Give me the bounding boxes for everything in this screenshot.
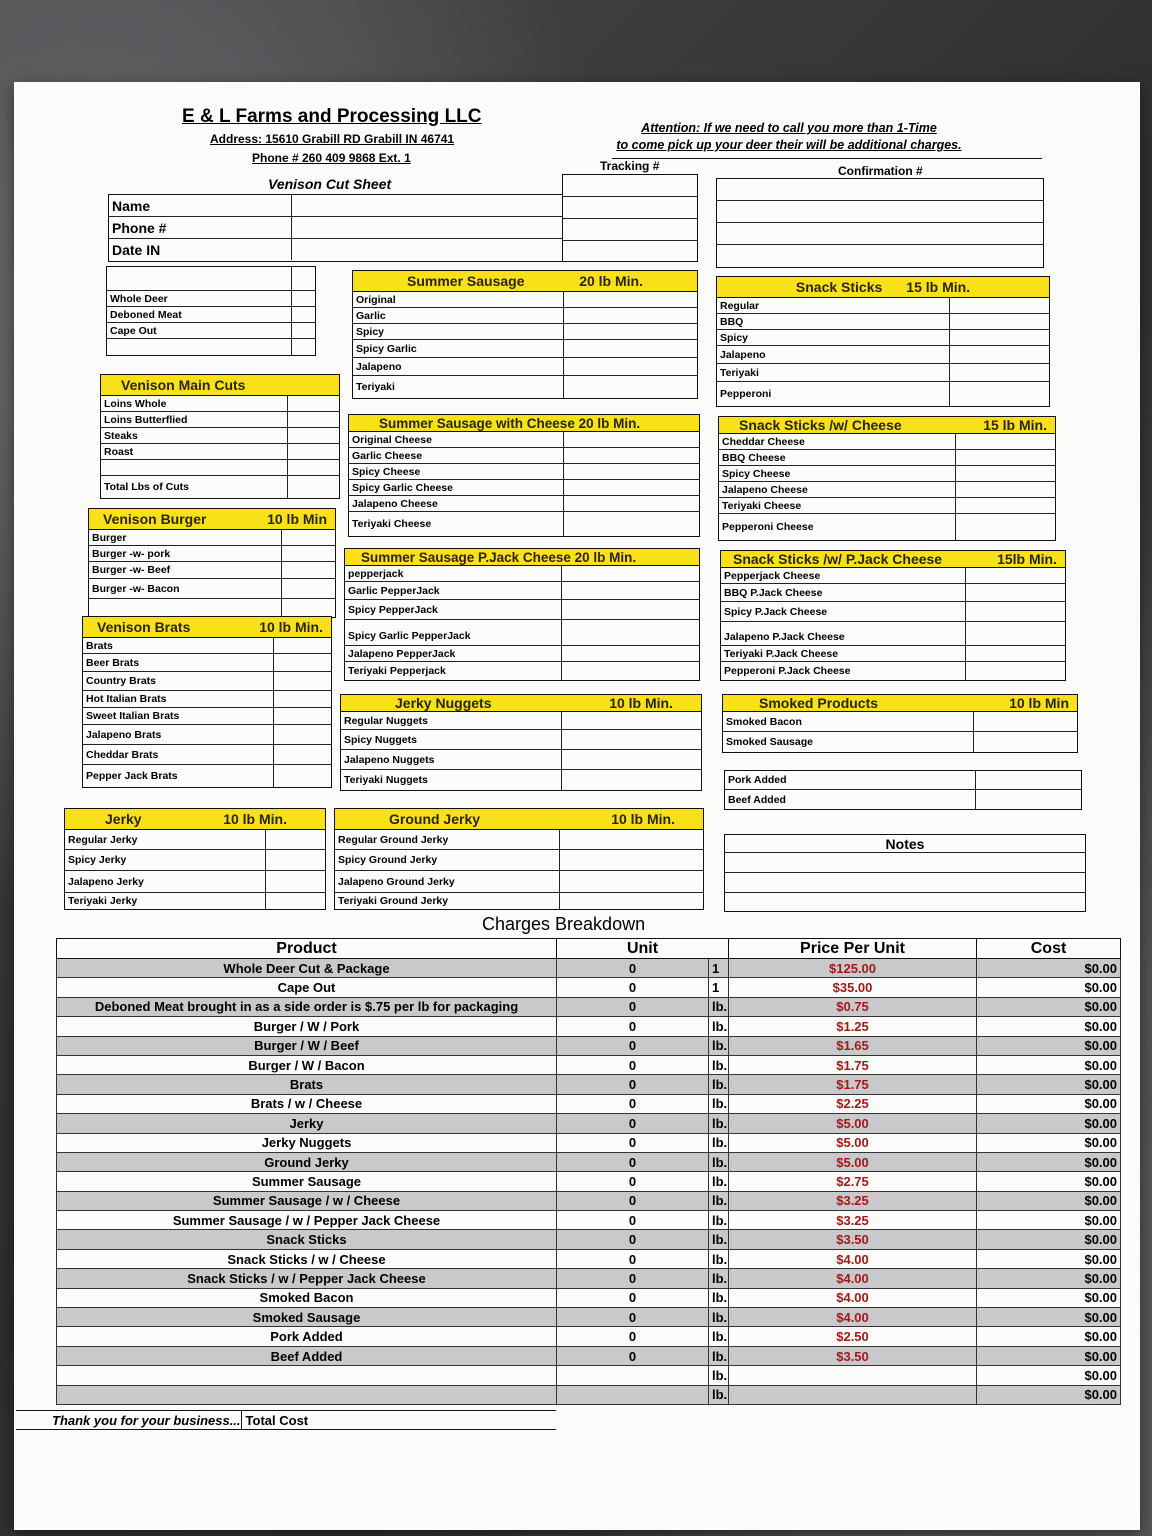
table-row (57, 997, 1121, 1016)
price-cell: $4.00 (729, 1249, 977, 1268)
section-header: Venison Brats 10 lb Min. (82, 616, 332, 638)
list-item[interactable]: Pepperoni (717, 382, 1049, 406)
unit-cell[interactable]: 0 (557, 1288, 709, 1307)
attention-line-2: to come pick up your deer their will be additional charges. (616, 138, 962, 152)
product-cell: Pork Added (57, 1327, 557, 1346)
table-row (57, 1211, 1121, 1230)
product-cell (57, 1385, 557, 1404)
price-cell: $3.25 (729, 1211, 977, 1230)
unit-cell[interactable]: 0 (557, 1017, 709, 1036)
uom-cell: lb. (709, 1172, 729, 1191)
confirmation-label: Confirmation # (838, 164, 923, 178)
product-cell: Jerky (57, 1114, 557, 1133)
list-item[interactable]: Garlic PepperJack (345, 582, 699, 600)
list-item[interactable]: Spicy Cheese (719, 466, 1055, 482)
price-cell: $1.25 (729, 1017, 977, 1036)
unit-cell[interactable]: 0 (557, 1055, 709, 1074)
uom-cell: lb. (709, 1346, 729, 1365)
table-row (57, 1346, 1121, 1365)
product-cell: Brats (57, 1075, 557, 1094)
table-row (57, 1288, 1121, 1307)
tracking-label: Tracking # (600, 159, 660, 173)
price-cell: $5.00 (729, 1114, 977, 1133)
notes-box[interactable] (724, 834, 1086, 912)
list-item[interactable]: Jalapeno Nuggets (341, 750, 701, 770)
section-header: Summer Sausage P.Jack Cheese 20 lb Min. (344, 548, 700, 566)
uom-cell: 1 (709, 978, 729, 997)
list-item[interactable]: Teriyaki Nuggets (341, 770, 701, 790)
added-meat-box (724, 770, 1082, 810)
section-summer-sausage (352, 270, 698, 399)
unit-cell[interactable]: 0 (557, 1249, 709, 1268)
product-cell: Summer Sausage (57, 1172, 557, 1191)
product-cell: Summer Sausage / w / Cheese (57, 1191, 557, 1210)
cost-cell: $0.00 (977, 1114, 1121, 1133)
list-item[interactable]: BBQ P.Jack Cheese (721, 584, 1065, 602)
price-cell: $2.75 (729, 1172, 977, 1191)
cost-cell: $0.00 (977, 1327, 1121, 1346)
list-item[interactable]: Garlic (353, 308, 697, 324)
uom-cell: lb. (709, 1191, 729, 1210)
list-item[interactable]: Jalapeno Jerky (65, 871, 325, 893)
uom-cell: lb. (709, 1230, 729, 1249)
product-cell: Smoked Bacon (57, 1288, 557, 1307)
cost-cell: $0.00 (977, 1385, 1121, 1404)
list-item[interactable]: Hot Italian Brats (83, 691, 331, 708)
price-cell: $4.00 (729, 1269, 977, 1288)
date-in-row[interactable] (109, 239, 563, 260)
company-phone: Phone # 260 409 9868 Ext. 1 (252, 151, 411, 165)
customer-phone-row[interactable] (109, 217, 563, 239)
list-item[interactable]: Burger -w- pork (89, 546, 335, 562)
section-summer-sausage-pepperjack (344, 548, 700, 681)
list-item[interactable]: Cheddar Cheese (719, 434, 1055, 450)
list-item[interactable]: Burger (89, 530, 335, 546)
thank-you-text: Thank you for your business... (52, 1412, 241, 1428)
list-item[interactable]: Beef Added (725, 790, 1081, 809)
uom-cell: lb. (709, 1308, 729, 1327)
product-cell: Burger / W / Pork (57, 1017, 557, 1036)
list-item[interactable]: BBQ (717, 314, 1049, 330)
list-item[interactable]: Beer Brats (83, 654, 331, 672)
table-row (57, 1152, 1121, 1171)
section-summer-sausage-cheese (348, 414, 700, 537)
price-cell: $4.00 (729, 1288, 977, 1307)
uom-cell: lb. (709, 1288, 729, 1307)
total-cost-label: Total Cost (241, 1411, 556, 1429)
list-item[interactable]: Jalapeno Brats (83, 725, 331, 745)
price-cell: $5.00 (729, 1152, 977, 1171)
list-item[interactable]: Teriyaki Pepperjack (345, 662, 699, 680)
table-row (57, 978, 1121, 997)
uom-cell: lb. (709, 1075, 729, 1094)
cost-cell: $0.00 (977, 1133, 1121, 1152)
list-item[interactable]: Spicy Garlic PepperJack (345, 620, 699, 646)
confirmation-box[interactable] (716, 178, 1044, 268)
unit-cell[interactable]: 0 (557, 1036, 709, 1055)
list-item[interactable]: Pepperjack Cheese (721, 568, 1065, 584)
unit-cell[interactable] (557, 1366, 709, 1385)
section-header: Ground Jerky 10 lb Min. (334, 808, 704, 830)
notes-title: Notes (885, 835, 925, 852)
table-row (57, 959, 1121, 978)
list-item[interactable]: Country Brats (83, 672, 331, 691)
unit-cell[interactable]: 0 (557, 1211, 709, 1230)
section-venison-burger (88, 508, 336, 618)
list-item[interactable]: Jalapeno Cheese (349, 496, 699, 512)
table-row (57, 1075, 1121, 1094)
table-row (57, 1036, 1121, 1055)
footer (16, 1410, 556, 1430)
section-snack-sticks-pepperjack (720, 550, 1066, 681)
section-header: Snack Sticks /w/ Cheese 15 lb Min. (718, 416, 1056, 434)
cost-cell: $0.00 (977, 1211, 1121, 1230)
table-row (57, 1114, 1121, 1133)
uom-cell: lb. (709, 1094, 729, 1113)
intake-row[interactable]: Whole Deer (107, 291, 315, 307)
charges-table (56, 938, 1121, 1405)
cost-cell: $0.00 (977, 1366, 1121, 1385)
table-row (57, 1269, 1121, 1288)
section-header: Jerky Nuggets 10 lb Min. (340, 694, 702, 712)
table-row (57, 1230, 1121, 1249)
list-item[interactable]: Cheddar Brats (83, 745, 331, 765)
list-item[interactable]: Spicy Nuggets (341, 730, 701, 750)
section-header: Smoked Products 10 lb Min (722, 694, 1078, 712)
company-address: Address: 15610 Grabill RD Grabill IN 46741 (210, 132, 455, 146)
unit-cell[interactable]: 0 (557, 1114, 709, 1133)
product-cell: Ground Jerky (57, 1152, 557, 1171)
list-item[interactable]: Loins Butterflied (101, 412, 339, 428)
header-product: Product (57, 939, 557, 959)
price-cell: $2.25 (729, 1094, 977, 1113)
list-item[interactable]: Teriyaki (717, 364, 1049, 382)
cost-cell: $0.00 (977, 1055, 1121, 1074)
list-item[interactable]: Spicy PepperJack (345, 600, 699, 620)
uom-cell: 1 (709, 959, 729, 978)
attention-notice (609, 120, 969, 154)
unit-cell[interactable]: 0 (557, 1075, 709, 1094)
product-cell: Snack Sticks (57, 1230, 557, 1249)
price-cell: $1.65 (729, 1036, 977, 1055)
list-item[interactable]: Roast (101, 444, 339, 460)
list-item[interactable]: Garlic Cheese (349, 448, 699, 464)
table-row (57, 1055, 1121, 1074)
unit-cell[interactable]: 0 (557, 1308, 709, 1327)
unit-cell[interactable]: 0 (557, 1327, 709, 1346)
cost-cell: $0.00 (977, 1288, 1121, 1307)
list-item[interactable]: Original Cheese (349, 432, 699, 448)
section-jerky-nuggets (340, 694, 702, 791)
list-item[interactable]: Spicy Cheese (349, 464, 699, 480)
customer-name-row[interactable] (109, 195, 563, 217)
cost-cell: $0.00 (977, 1094, 1121, 1113)
uom-cell: lb. (709, 1327, 729, 1346)
table-row (57, 1385, 1121, 1404)
section-header: Snack Sticks 15 lb Min. (716, 276, 1050, 298)
uom-cell: lb. (709, 997, 729, 1016)
list-item[interactable]: Spicy Garlic (353, 340, 697, 358)
list-item[interactable]: Teriyaki Cheese (349, 512, 699, 536)
section-snack-sticks (716, 276, 1050, 407)
unit-cell[interactable]: 0 (557, 1172, 709, 1191)
list-item[interactable]: Pork Added (725, 771, 1081, 790)
price-cell: $4.00 (729, 1308, 977, 1327)
uom-cell: lb. (709, 1114, 729, 1133)
product-cell: Beef Added (57, 1346, 557, 1365)
uom-cell: lb. (709, 1211, 729, 1230)
list-item[interactable]: Spicy (353, 324, 697, 340)
section-header: Summer Sausage with Cheese 20 lb Min. (348, 414, 700, 432)
list-item[interactable]: Burger -w- Beef (89, 562, 335, 579)
header-unit: Unit (557, 939, 729, 959)
cost-cell: $0.00 (977, 1249, 1121, 1268)
list-item[interactable]: Regular Nuggets (341, 712, 701, 730)
list-item[interactable]: Pepper Jack Brats (83, 765, 331, 787)
sheet-title: Venison Cut Sheet (268, 176, 392, 192)
list-item[interactable]: Steaks (101, 428, 339, 444)
product-cell: Brats / w / Cheese (57, 1094, 557, 1113)
uom-cell: lb. (709, 1385, 729, 1404)
section-header: Summer Sausage 20 lb Min. (352, 270, 698, 292)
section-jerky (64, 808, 326, 910)
list-item[interactable]: Pepperoni Cheese (719, 514, 1055, 540)
list-item[interactable]: Teriyaki Jerky (65, 893, 325, 909)
uom-cell: lb. (709, 1366, 729, 1385)
cost-cell: $0.00 (977, 959, 1121, 978)
unit-cell[interactable]: 0 (557, 1346, 709, 1365)
price-cell (729, 1385, 977, 1404)
unit-cell[interactable]: 0 (557, 1152, 709, 1171)
section-snack-sticks-cheese (718, 416, 1056, 541)
cost-cell: $0.00 (977, 1172, 1121, 1191)
unit-cell[interactable]: 0 (557, 1094, 709, 1113)
product-cell: Snack Sticks / w / Pepper Jack Cheese (57, 1269, 557, 1288)
header-price: Price Per Unit (729, 939, 977, 959)
product-cell: Snack Sticks / w / Cheese (57, 1249, 557, 1268)
list-item[interactable]: Spicy Garlic Cheese (349, 480, 699, 496)
name-label: Name (112, 197, 151, 214)
list-item[interactable]: Jalapeno (717, 346, 1049, 364)
cost-cell: $0.00 (977, 1191, 1121, 1210)
product-cell: Whole Deer Cut & Package (57, 959, 557, 978)
uom-cell: lb. (709, 1133, 729, 1152)
list-item[interactable]: Jalapeno PepperJack (345, 646, 699, 662)
intake-row[interactable]: Deboned Meat (107, 307, 315, 323)
unit-cell[interactable]: 0 (557, 959, 709, 978)
cost-cell: $0.00 (977, 1036, 1121, 1055)
section-header: Snack Sticks /w/ P.Jack Cheese 15lb Min. (720, 550, 1066, 568)
price-cell: $5.00 (729, 1133, 977, 1152)
list-item[interactable]: Teriyaki (353, 376, 697, 398)
uom-cell: lb. (709, 1036, 729, 1055)
table-row (57, 1327, 1121, 1346)
unit-cell[interactable]: 0 (557, 1269, 709, 1288)
list-item[interactable]: Loins Whole (101, 396, 339, 412)
price-cell: $0.75 (729, 997, 977, 1016)
list-item[interactable]: Regular Jerky (65, 830, 325, 850)
intake-box (106, 266, 316, 356)
price-cell: $1.75 (729, 1055, 977, 1074)
cost-cell: $0.00 (977, 1152, 1121, 1171)
tracking-box[interactable] (562, 174, 698, 262)
list-item[interactable]: Pepperoni P.Jack Cheese (721, 662, 1065, 680)
uom-cell: lb. (709, 1017, 729, 1036)
table-row (57, 1017, 1121, 1036)
list-item[interactable]: BBQ Cheese (719, 450, 1055, 466)
list-item[interactable]: Burger -w- Bacon (89, 579, 335, 599)
cost-cell: $0.00 (977, 997, 1121, 1016)
cost-cell: $0.00 (977, 1346, 1121, 1365)
section-ground-jerky (334, 808, 704, 910)
list-item[interactable]: Jalapeno P.Jack Cheese (721, 622, 1065, 646)
table-row (57, 1094, 1121, 1113)
section-header: Venison Main Cuts (100, 374, 340, 396)
list-item[interactable]: Regular Ground Jerky (335, 830, 703, 850)
total-lbs-row[interactable]: Total Lbs of Cuts (101, 476, 339, 498)
cost-cell: $0.00 (977, 1017, 1121, 1036)
list-item[interactable]: Teriyaki Ground Jerky (335, 893, 703, 909)
customer-info-box (108, 194, 564, 262)
list-item[interactable]: Spicy Jerky (65, 850, 325, 871)
list-item[interactable]: Original (353, 292, 697, 308)
uom-cell: lb. (709, 1249, 729, 1268)
phone-label: Phone # (112, 219, 167, 236)
price-cell (729, 1366, 977, 1385)
product-cell (57, 1366, 557, 1385)
product-cell: Burger / W / Beef (57, 1036, 557, 1055)
list-item[interactable]: Spicy Ground Jerky (335, 850, 703, 871)
unit-cell[interactable]: 0 (557, 1133, 709, 1152)
table-row (57, 1249, 1121, 1268)
attention-underline (612, 158, 1042, 159)
unit-cell[interactable]: 0 (557, 997, 709, 1016)
section-venison-brats (82, 616, 332, 788)
company-name: E & L Farms and Processing LLC (182, 106, 482, 127)
product-cell: Smoked Sausage (57, 1308, 557, 1327)
table-row (57, 1191, 1121, 1210)
cost-cell: $0.00 (977, 1075, 1121, 1094)
list-item[interactable]: Teriyaki Cheese (719, 498, 1055, 514)
uom-cell: lb. (709, 1055, 729, 1074)
price-cell: $35.00 (729, 978, 977, 997)
list-item[interactable]: Jalapeno Ground Jerky (335, 871, 703, 893)
table-row (57, 1308, 1121, 1327)
price-cell: $125.00 (729, 959, 977, 978)
list-item[interactable]: Spicy P.Jack Cheese (721, 602, 1065, 622)
intake-row[interactable]: Cape Out (107, 323, 315, 339)
uom-cell: lb. (709, 1152, 729, 1171)
price-cell: $2.50 (729, 1327, 977, 1346)
list-item[interactable]: Jalapeno (353, 358, 697, 376)
list-item[interactable]: pepperjack (345, 566, 699, 582)
cost-cell: $0.00 (977, 1308, 1121, 1327)
unit-cell[interactable]: 0 (557, 1230, 709, 1249)
price-cell: $3.50 (729, 1346, 977, 1365)
cost-cell: $0.00 (977, 1269, 1121, 1288)
unit-cell[interactable] (557, 1385, 709, 1404)
charges-title: Charges Breakdown (482, 914, 646, 934)
section-main-cuts (100, 374, 340, 499)
unit-cell[interactable]: 0 (557, 978, 709, 997)
product-cell: Jerky Nuggets (57, 1133, 557, 1152)
list-item[interactable]: Smoked Bacon (723, 712, 1077, 732)
list-item[interactable]: Brats (83, 638, 331, 654)
list-item[interactable]: Regular (717, 298, 1049, 314)
price-cell: $3.25 (729, 1191, 977, 1210)
attention-line-1: Attention: If we need to call you more than 1-Time (641, 121, 937, 135)
list-item[interactable]: Sweet Italian Brats (83, 708, 331, 725)
product-cell: Burger / W / Bacon (57, 1055, 557, 1074)
section-header: Venison Burger 10 lb Min (88, 508, 336, 530)
header-cost: Cost (977, 939, 1121, 959)
section-smoked-products (722, 694, 1078, 753)
list-item[interactable]: Spicy (717, 330, 1049, 346)
table-row (57, 1133, 1121, 1152)
uom-cell: lb. (709, 1269, 729, 1288)
list-item[interactable]: Teriyaki P.Jack Cheese (721, 646, 1065, 662)
price-cell: $3.50 (729, 1230, 977, 1249)
product-cell: Summer Sausage / w / Pepper Jack Cheese (57, 1211, 557, 1230)
table-row (57, 1366, 1121, 1385)
cut-sheet-paper (14, 82, 1140, 1530)
list-item[interactable]: Jalapeno Cheese (719, 482, 1055, 498)
cost-cell: $0.00 (977, 1230, 1121, 1249)
section-header: Jerky 10 lb Min. (64, 808, 326, 830)
list-item[interactable]: Smoked Sausage (723, 732, 1077, 752)
unit-cell[interactable]: 0 (557, 1191, 709, 1210)
product-cell: Cape Out (57, 978, 557, 997)
date-in-label: Date IN (112, 241, 161, 258)
product-cell: Deboned Meat brought in as a side order is $.75 per lb for packaging (57, 997, 557, 1016)
cost-cell: $0.00 (977, 978, 1121, 997)
table-row (57, 1172, 1121, 1191)
price-cell: $1.75 (729, 1075, 977, 1094)
